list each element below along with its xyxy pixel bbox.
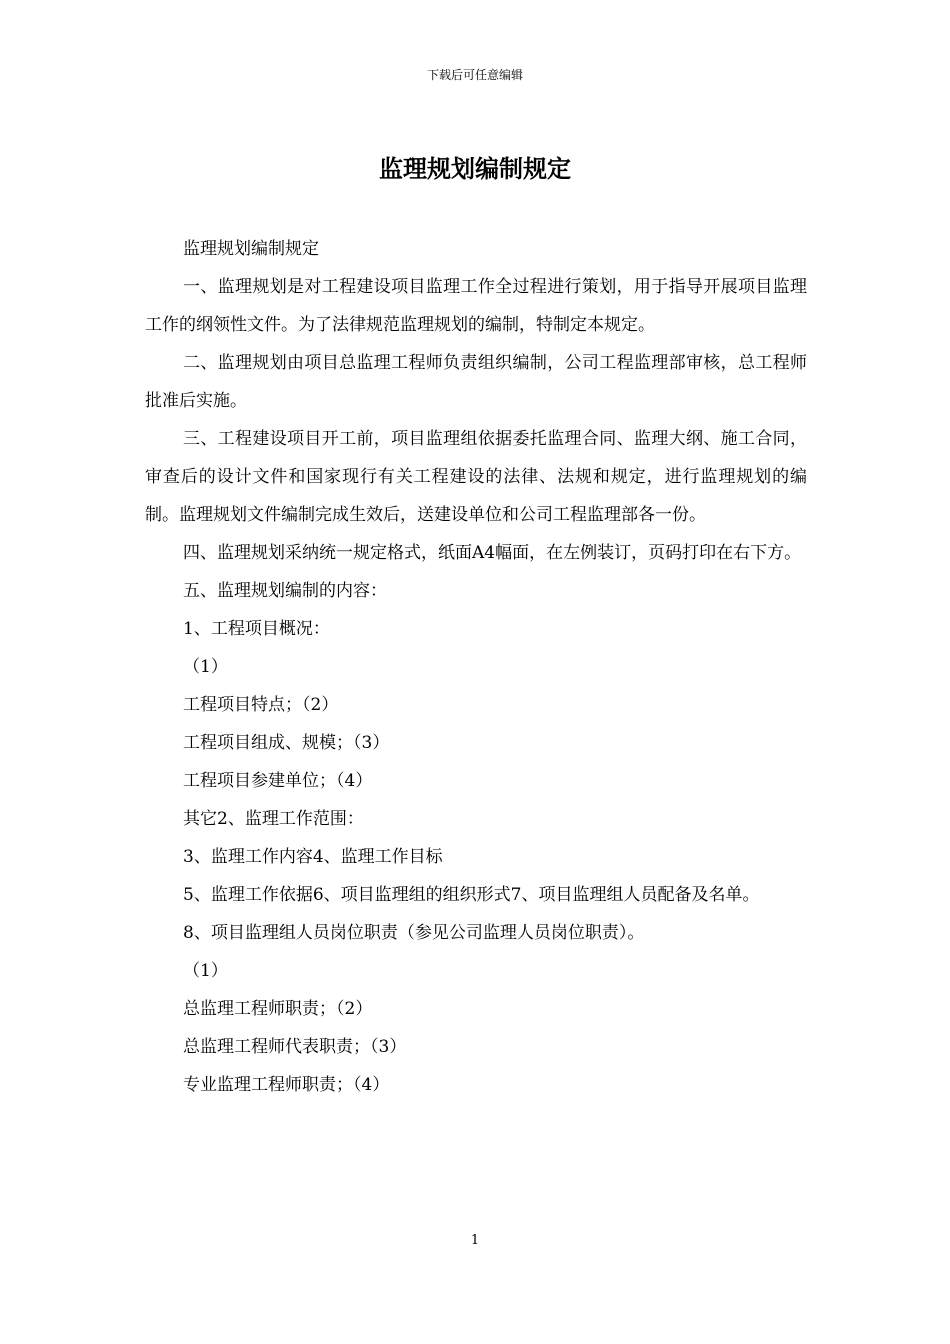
paragraph: （1）	[183, 961, 228, 981]
document-body	[145, 230, 807, 1104]
paragraph: 总监理工程师代表职责；（3）	[183, 1037, 407, 1057]
paragraph: 四、监理规划采纳统一规定格式，纸面A4幅面，在左例装订，页码打印在右下方。	[183, 543, 802, 563]
paragraph: 三、工程建设项目开工前，项目监理组依据委托监理合同、监理大纲、施工合同，审查后的设计文件和国家现行有关工程建设的法律、法规和规定，进行监理规划的编制。监理规划文件编制完成生效后，送建设单位和公司工程监理部各一份。	[145, 429, 807, 525]
paragraph: 8、项目监理组人员岗位职责（参见公司监理人员岗位职责）。	[183, 923, 645, 943]
paragraph: 1、工程项目概况：	[183, 619, 330, 639]
paragraph: 3、监理工作内容4、监理工作目标	[183, 847, 443, 867]
paragraph: 专业监理工程师职责；（4）	[183, 1075, 390, 1095]
paragraph: （1）	[183, 657, 228, 677]
paragraph: 工程项目特点；（2）	[183, 695, 339, 715]
paragraph: 总监理工程师职责；（2）	[183, 999, 373, 1019]
paragraph: 工程项目参建单位；（4）	[183, 771, 373, 791]
paragraph: 二、监理规划由项目总监理工程师负责组织编制，公司工程监理部审核，总工程师批准后实施。	[145, 353, 807, 411]
paragraph: 一、监理规划是对工程建设项目监理工作全过程进行策划，用于指导开展项目监理工作的纲领性文件。为了法律规范监理规划的编制，特制定本规定。	[145, 277, 807, 335]
document-title: 监理规划编制规定	[379, 154, 571, 183]
paragraph: 监理规划编制规定	[183, 239, 319, 259]
paragraph: 五、监理规划编制的内容：	[183, 581, 387, 601]
paragraph: 5、监理工作依据6、项目监理组的组织形式7、项目监理组人员配备及名单。	[183, 885, 760, 905]
paragraph: 其它2、监理工作范围：	[183, 809, 364, 829]
page-header: 下载后可任意编辑	[426, 68, 523, 82]
page-number: 1	[470, 1233, 480, 1248]
paragraph: 工程项目组成、规模；（3）	[183, 733, 390, 753]
